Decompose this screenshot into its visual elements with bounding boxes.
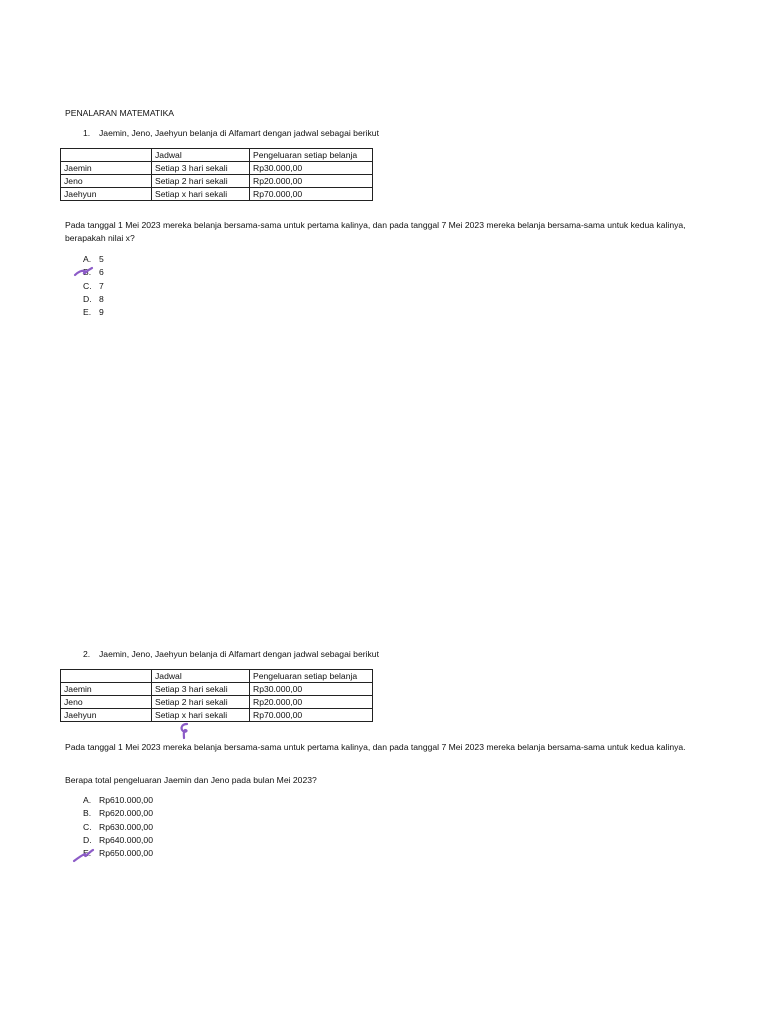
table-header-cell: Jadwal [152,149,250,162]
table-header-row [61,149,373,162]
table-header-cell [61,149,152,162]
handwritten-squiggle-icon [178,722,192,740]
option-value: 5 [99,254,104,264]
option-value: Rp620.000,00 [99,808,153,819]
table-header-cell: Pengeluaran setiap belanja [250,149,373,162]
option-letter: E. [83,307,92,318]
handwritten-check-mark-icon [73,849,95,863]
table-row [61,175,373,188]
table-cell: Setiap x hari sekali [152,709,250,722]
option-c[interactable] [83,821,153,834]
option-b[interactable] [83,807,153,820]
handwritten-check-mark-icon [74,266,94,278]
question-2-intro [83,649,379,659]
question-1-schedule-table [60,148,373,201]
question-1-intro [83,128,379,138]
table-header-cell: Jadwal [152,670,250,683]
option-value: 9 [99,307,104,318]
option-letter: C. [83,821,92,832]
question-2-number: 2. [83,649,91,659]
table-row [61,188,373,201]
question-1-options [83,253,104,319]
table-cell: Rp70.000,00 [250,709,373,722]
option-c[interactable] [83,280,104,293]
table-cell: Jaehyun [61,709,152,722]
table-row [61,709,373,722]
option-d[interactable] [83,293,104,306]
option-letter: B. [83,267,92,278]
table-cell: Rp70.000,00 [250,188,373,201]
option-value: Rp630.000,00 [99,821,153,832]
table-header-row [61,670,373,683]
option-value: Rp650.000,00 [99,848,153,859]
table-cell: Jeno [61,696,152,709]
option-letter: E. [83,848,92,859]
table-row [61,162,373,175]
table-cell: Rp30.000,00 [250,162,373,175]
table-row [61,683,373,696]
table-cell: Rp20.000,00 [250,175,373,188]
option-letter: D. [83,293,92,304]
question-2-question: Berapa total pengeluaran Jaemin dan Jeno pada bulan Mei 2023? [65,775,317,785]
document-title: PENALARAN MATEMATIKA [65,108,175,118]
option-a[interactable] [83,253,104,266]
table-cell: Setiap 2 hari sekali [152,696,250,709]
option-value: 6 [99,267,104,278]
table-cell: Rp30.000,00 [250,683,373,696]
table-cell: Jaemin [61,683,152,696]
option-letter: B. [83,808,92,819]
table-cell: Setiap 2 hari sekali [152,175,250,188]
option-e[interactable] [83,306,104,319]
table-cell: Rp20.000,00 [250,696,373,709]
option-letter: C. [83,280,92,291]
question-1-intro-text: Jaemin, Jeno, Jaehyun belanja di Alfamart dengan jadwal sebagai berikut [99,128,379,138]
table-cell: Setiap 3 hari sekali [152,162,250,175]
option-value: Rp610.000,00 [99,795,153,805]
option-letter: A. [83,795,92,805]
table-cell: Setiap x hari sekali [152,188,250,201]
option-letter: D. [83,834,92,845]
option-value: Rp640.000,00 [99,834,153,845]
question-1-number: 1. [83,128,91,138]
table-cell: Jaehyun [61,188,152,201]
table-cell: Jaemin [61,162,152,175]
table-header-cell [61,670,152,683]
table-header-cell: Pengeluaran setiap belanja [250,670,373,683]
option-value: 7 [99,280,104,291]
question-2-schedule-table [60,669,373,722]
table-cell: Setiap 3 hari sekali [152,683,250,696]
question-1-text: Pada tanggal 1 Mei 2023 mereka belanja bersama-sama untuk pertama kalinya, dan pada tanggal 7 Mei 2023 mereka belanja bersama-sama untuk kedua kalinya, berapakah nilai x? [65,220,686,243]
question-2-intro-text: Jaemin, Jeno, Jaehyun belanja di Alfamart dengan jadwal sebagai berikut [99,649,379,659]
table-row [61,696,373,709]
option-d[interactable] [83,834,153,847]
option-a[interactable] [83,794,153,807]
question-2-text: Pada tanggal 1 Mei 2023 mereka belanja bersama-sama untuk pertama kalinya, dan pada tanggal 7 Mei 2023 mereka belanja bersama-sama untuk kedua kalinya. [65,742,686,752]
option-letter: A. [83,254,92,264]
option-value: 8 [99,293,104,304]
table-cell: Jeno [61,175,152,188]
